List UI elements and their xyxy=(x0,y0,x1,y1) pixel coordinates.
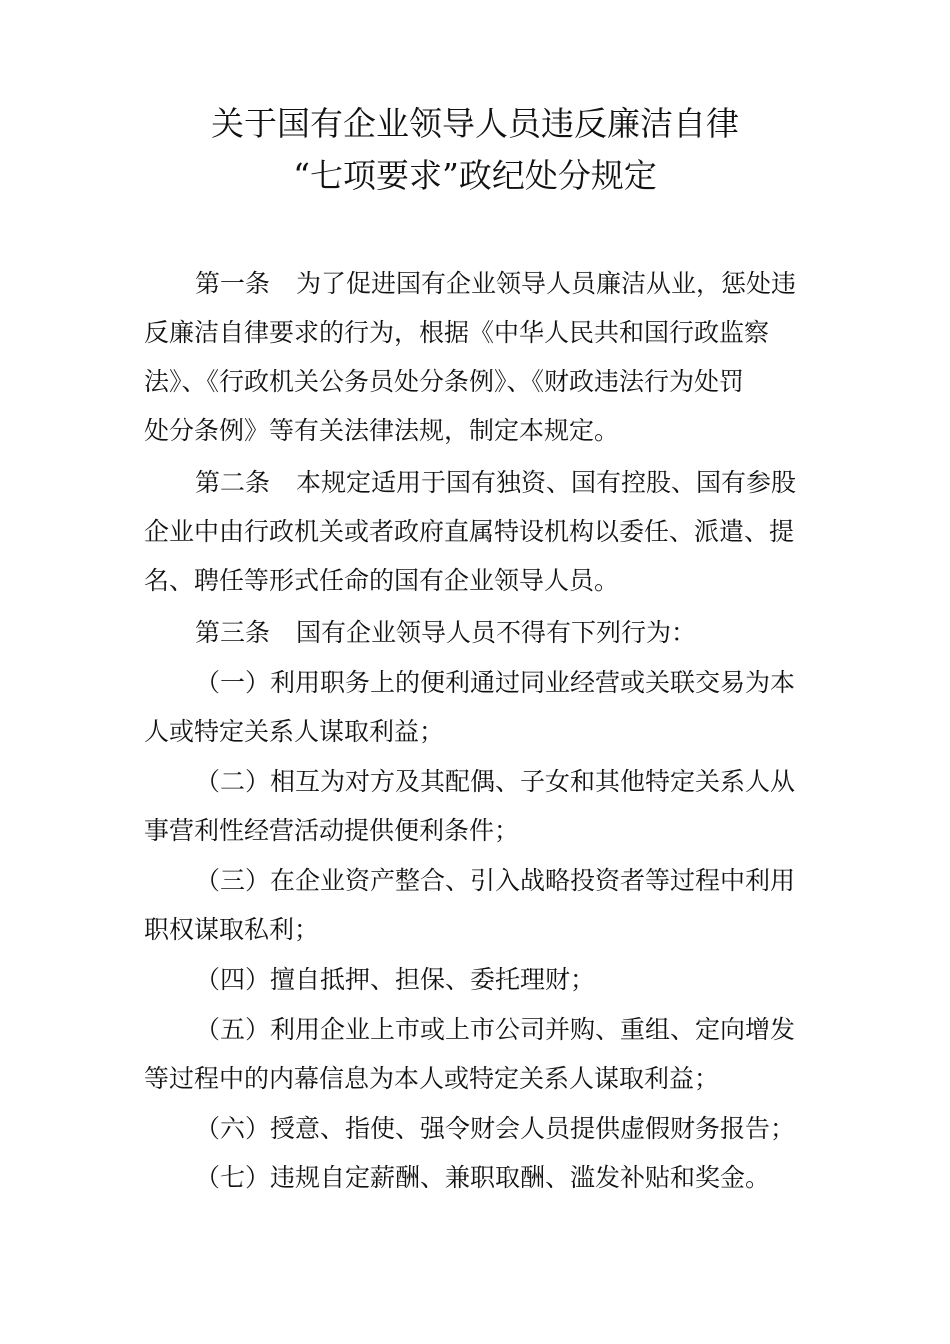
item-5-line-2: 等过程中的内幕信息为本人或特定关系人谋取利益； xyxy=(144,1064,720,1093)
article-1-label: 第一条 xyxy=(195,269,271,298)
article-3-label: 第三条 xyxy=(195,618,271,647)
item-6-line-1: （六）授意、指使、强令财会人员提供虚假财务报告； xyxy=(195,1114,796,1143)
article-2-first-line xyxy=(195,467,796,499)
article-3-first-line xyxy=(195,617,696,649)
item-1-line-2: 人或特定关系人谋取利益； xyxy=(144,717,445,746)
article-1-text-line-4: 处分条例》等有关法律法规，制定本规定。 xyxy=(144,416,620,445)
article-2-text-line-3: 名、聘任等形式任命的国有企业领导人员。 xyxy=(144,566,620,595)
article-1-text-line-1: 为了促进国有企业领导人员廉洁从业，惩处违 xyxy=(296,269,797,298)
article-1-text-line-3: 法》、《行政机关公务员处分条例》、《财政违法行为处罚 xyxy=(144,367,745,396)
article-2-text-line-1: 本规定适用于国有独资、国有控股、国有参股 xyxy=(296,468,797,497)
document-title-line-2: “七项要求”政纪处分规定 xyxy=(293,156,657,195)
item-3-line-2: 职权谋取私利； xyxy=(144,915,320,944)
article-2-text-line-2: 企业中由行政机关或者政府直属特设机构以委任、派遣、提 xyxy=(144,517,795,546)
article-2-label: 第二条 xyxy=(195,468,271,497)
article-1-first-line xyxy=(195,268,796,300)
article-1-text-line-2: 反廉洁自律要求的行为，根据《中华人民共和国行政监察 xyxy=(144,318,770,347)
item-2-line-1: （二）相互为对方及其配偶、子女和其他特定关系人从 xyxy=(195,767,796,796)
item-3-line-1: （三）在企业资产整合、引入战略投资者等过程中利用 xyxy=(195,866,796,895)
item-7-line-1: （七）违规自定薪酬、兼职取酬、滥发补贴和奖金。 xyxy=(195,1163,771,1192)
document-title-line-1: 关于国有企业领导人员违反廉洁自律 xyxy=(211,104,739,143)
item-1-line-1: （一）利用职务上的便利通过同业经营或关联交易为本 xyxy=(195,668,796,697)
article-3-text-line-1: 国有企业领导人员不得有下列行为： xyxy=(296,618,697,647)
item-4-line-1: （四）擅自抵押、担保、委托理财； xyxy=(195,965,596,994)
item-5-line-1: （五）利用企业上市或上市公司并购、重组、定向增发 xyxy=(195,1015,796,1044)
item-2-line-2: 事营利性经营活动提供便利条件； xyxy=(144,816,520,845)
